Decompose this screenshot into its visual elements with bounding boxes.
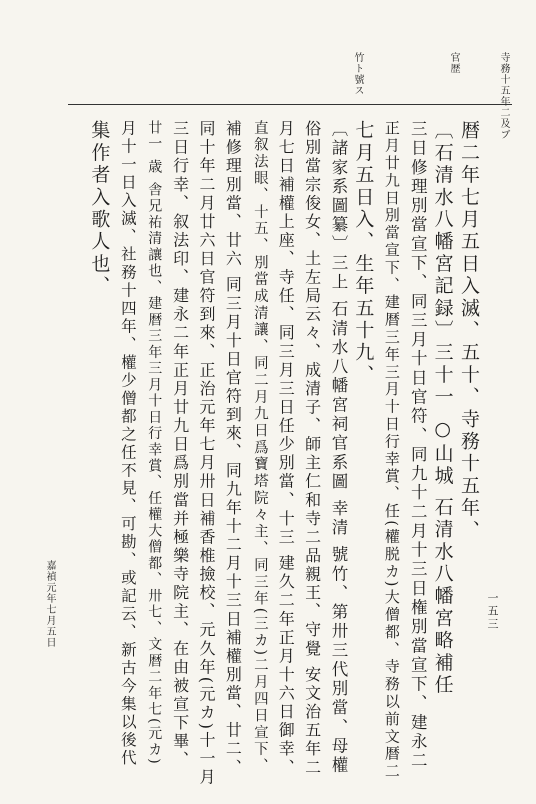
text-column: 集作者入歌人也、 (88, 120, 111, 298)
text-column: 月十一日入滅、社務十四年、權少僧都之任不見、可勘、或記云、新古今集以後代 (118, 120, 137, 768)
text-column: 三日行幸、叙法印、建永二年正月廿九日爲別當并極樂寺院主、在由被宣下畢、 (170, 120, 190, 770)
text-column: 〔石清水八幡宮記録〕三十一 ○山城 石清水八幡宮略補任 (431, 120, 454, 697)
text-column: 月七日補權上座、寺任、同三月三日任少別當、十三 建久二年正月十六日御幸、 (276, 120, 296, 778)
text-column: 〔諸家系圖纂〕三上 石清水八幡宮祠官系圖 幸清 號竹、第卅三代別當、母權 (329, 120, 348, 776)
running-head-left: 竹ト號ス (352, 52, 363, 96)
text-column: 俗別當宗俊女、土左局云々、成清子、師主仁和寺二品親王、守覺 安文治五年二 (302, 120, 322, 778)
text-column: 同十年二月廿六日官符到來、正治元年七月卅日補香椎撿校、元久年(元カ)十一月 (197, 120, 216, 788)
text-column: 補修理別當、廿六 同三月十日官符到來、同九年十二月十三日補權別當、廿二、 (223, 120, 243, 778)
page-number: 一五三 (486, 592, 499, 631)
text-column: 廿一 歳 舎兄祐清讓也、建暦三年三月十日行幸賞、任權大僧都、卅七、文暦二年七(元カ) (146, 120, 163, 766)
running-head-mid: 官歴 (448, 52, 459, 74)
text-column: 三日修理別當宣下、同三月十日官符、同九十二月十三日権別當宣下、建永二 (408, 120, 428, 771)
text-column: 暦二年七月五日入滅、五十、寺務十五年、 (458, 120, 480, 542)
text-column: 七月五日入、生年五十九、 (352, 120, 375, 387)
header-rule (68, 104, 512, 105)
text-column: 正月廿九日別當宣下、建暦三年三月十日行幸賞、任(權脱カ)大僧都、寺務以前文暦二 (382, 120, 401, 781)
running-head-right: 寺務十五年二及ブ (498, 52, 509, 140)
colophon-date: 嘉禎元年七月五日 (44, 560, 55, 648)
text-column: 直叙法眼、十五、別當成清讓、同二月九日爲寶塔院々主、同三年(三カ)二月四日宣下、 (251, 120, 268, 776)
